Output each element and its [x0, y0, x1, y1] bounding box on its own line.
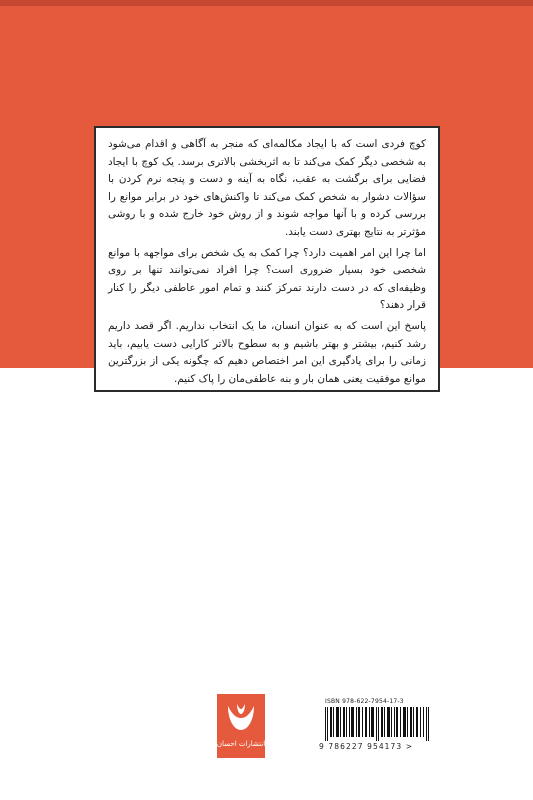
publisher-logo — [217, 694, 265, 758]
barcode-digits: 9 786227 954173 > — [319, 742, 414, 751]
blurb-paragraph-3: پاسخ این است که به عنوان انسان، ما یک انتخاب نداریم. اگر قصد داریم رشد کنیم، بیشتر و بهتر باشیم و به سطوح بالاتر کارایی دست یابیم، باید زمانی را برای یادگیری این امر اختصاص دهیم که چگونه یکی از بزرگترین موانع موفقیت یعنی همان بار و بنه عاطفی‌مان را پاک کنیم. — [108, 319, 426, 385]
publisher-name: انتشارات احسان — [216, 740, 266, 748]
barcode-bars — [325, 707, 433, 741]
cover-top-edge — [0, 0, 533, 6]
blurb-paragraph-2: اما چرا این امر اهمیت دارد؟ چرا کمک به یک شخص برای مواجهه با موانع شخصی خود بسیار ضروری است؟ چرا افراد نمی‌توانند تنها بر روی وظیفه‌ای که در دست دارند تمرکز کنند و تمام امور عاطفی دیگر را کنار قرار دهند؟ — [108, 246, 426, 312]
barcode-block — [319, 696, 439, 758]
blurb-text-box — [94, 126, 440, 392]
isbn-label: ISBN 978-622-7954-17-3 — [325, 698, 404, 705]
blurb-paragraph-1: کوچ فردی است که با ایجاد مکالمه‌ای که منجر به آگاهی و اقدام می‌شود به شخصی دیگر کمک می‌کند تا به اثربخشی بالاتری برسد. یک کوچ با ایجاد فضایی برای برگشت به عقب، نگاه به آینه و دست و پنجه نرم کردن با سؤالات دشوار به شخص کمک می‌کند تا واکنش‌های خود در برابر موانع را بررسی کرده و با آنها مواجه شوند و از روش خود خارج شده و با روشی مؤثرتر به نتایج بهتری دست یابند. — [108, 138, 426, 238]
publisher-flame-icon — [224, 700, 258, 738]
